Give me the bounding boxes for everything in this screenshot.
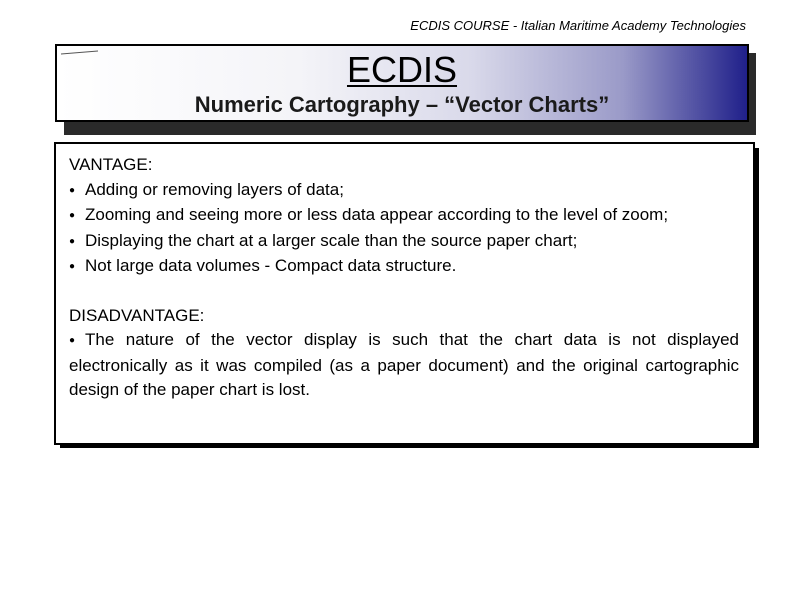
slide-title: ECDIS: [346, 49, 458, 90]
section-spacer: [69, 280, 739, 304]
bullet-icon: ●: [69, 235, 76, 247]
bullet-icon: ●: [69, 184, 76, 196]
disadvantage-item: [69, 328, 739, 403]
disadvantage-heading: DISADVANTAGE:: [69, 305, 205, 325]
slide-subtitle: Numeric Cartography – “Vector Charts”: [194, 92, 610, 117]
vantage-item-text: Displaying the chart at a larger scale than the source paper chart;: [85, 230, 578, 250]
vantage-item-text: Not large data volumes - Compact data structure.: [85, 256, 457, 275]
vantage-item: [69, 254, 739, 280]
vantage-item-text: Adding or removing layers of data;: [85, 179, 344, 199]
vantage-item-text: Zooming and seeing more or less data appear according to the level of zoom;: [85, 205, 669, 224]
bullet-icon: ●: [69, 210, 76, 221]
title-sheen-decoration: [60, 50, 100, 56]
bullet-icon: ●: [69, 335, 76, 346]
course-header: ECDIS COURSE - Italian Maritime Academy Technologies: [410, 18, 746, 33]
title-box: [55, 44, 749, 122]
disadvantage-item-text: The nature of the vector display is such that the chart data is not displayed electronically as it was compiled (as a paper document) and the original cartographic design of the paper chart is lost.: [69, 330, 739, 399]
bullet-icon: ●: [69, 261, 76, 272]
vantage-item: [69, 203, 739, 229]
vantage-item: [69, 178, 739, 204]
vantage-item: [69, 229, 739, 255]
vantage-heading: VANTAGE:: [69, 155, 153, 174]
content-box: [54, 142, 755, 445]
